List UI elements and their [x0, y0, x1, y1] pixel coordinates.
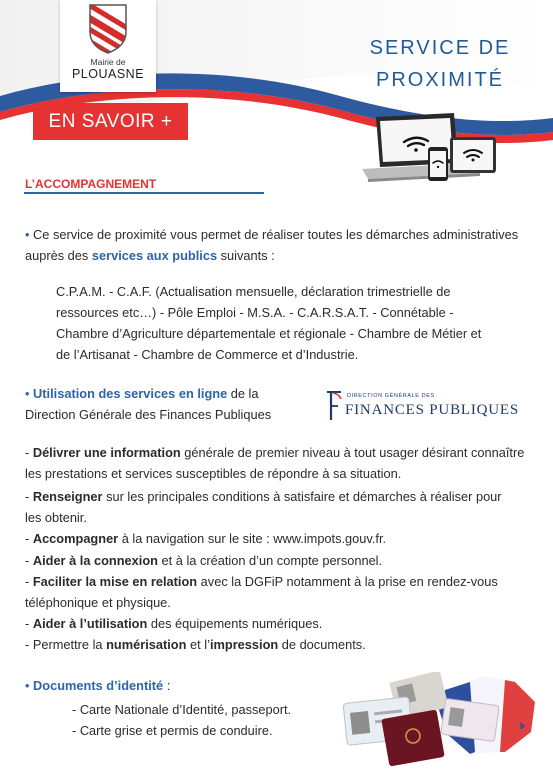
identity-heading: • Documents d’identité : — [25, 678, 171, 693]
service-item-2: - Renseigner sur les principales conditions à satisfaire et démarches à réaliser pour — [25, 489, 502, 504]
en-savoir-plus-button[interactable]: EN SAVOIR + — [33, 103, 188, 140]
service-item-5-cont: téléphonique et physique. — [25, 595, 171, 610]
intro-line-2: auprès des services aux publics suivants : — [25, 248, 275, 263]
town-logo[interactable] — [60, 0, 156, 92]
identity-item-2: - Carte grise et permis de conduire. — [72, 723, 273, 738]
page-title — [340, 32, 540, 96]
logo-subtitle: Mairie de — [90, 57, 126, 67]
section-divider — [24, 192, 264, 194]
coat-of-arms-icon — [89, 4, 127, 54]
service-item-4: - Aider à la connexion et à la création d’un compte personnel. — [25, 553, 383, 568]
logo-town-name: PLOUASNE — [71, 67, 145, 81]
bullet: • — [25, 227, 30, 242]
identity-item-1: - Carte Nationale d’Identité, passeport. — [72, 702, 292, 717]
dgfip-logo-text: FINANCES PUBLIQUES — [345, 402, 520, 418]
dgfip-logo-small-text: DIRECTION GÉNÉRALE DES — [347, 393, 435, 399]
intro-line-1: • Ce service de proximité vous permet de réaliser toutes les démarches administratives — [25, 227, 519, 242]
service-item-6: - Aider à l’utilisation des équipements numériques. — [25, 616, 323, 631]
identity-documents-illustration — [335, 672, 545, 772]
service-item-3: - Accompagner à la navigation sur le site : www.impots.gouv.fr. — [25, 531, 387, 546]
title-line-2: PROXIMITÉ — [375, 69, 504, 91]
service-item-5: - Faciliter la mise en relation avec la DGFiP notamment à la prise en rendez-vous — [25, 574, 498, 589]
organisations-line-1: C.P.A.M. - C.A.F. (Actualisation mensuelle, déclaration trimestrielle de — [56, 284, 451, 299]
organisations-line-2: ressources etc…) - Pôle Emploi - M.S.A. - C.A.R.S.A.T. - Connétable - — [56, 305, 454, 320]
dgfip-logo-icon — [323, 390, 345, 422]
service-item-1: - Délivrer une information générale de premier niveau à tout usager désirant connaître — [25, 445, 525, 460]
online-line-1: • Utilisation des services en ligne de la — [25, 386, 259, 401]
service-item-7: - Permettre la numérisation et l’impression de documents. — [25, 637, 366, 652]
bullet: • — [25, 678, 30, 693]
section-heading: L’ACCOMPAGNEMENT — [25, 177, 157, 191]
organisations-line-3: Chambre d’Agriculture départementale et régionale - Chambre de Métier et — [56, 326, 482, 341]
title-line-1: SERVICE DE — [369, 37, 511, 59]
online-line-2: Direction Générale des Finances Publiques — [25, 407, 272, 422]
bullet: • — [25, 386, 30, 401]
organisations-line-4: de l’Artisanat - Chambre de Commerce et d’Industrie. — [56, 347, 359, 362]
service-item-1-cont: les prestations et services susceptibles de répondre à sa situation. — [25, 466, 402, 481]
devices-illustration — [358, 113, 498, 185]
services-aux-publics: services aux publics — [91, 248, 218, 263]
service-item-2-cont: les obtenir. — [25, 510, 87, 525]
